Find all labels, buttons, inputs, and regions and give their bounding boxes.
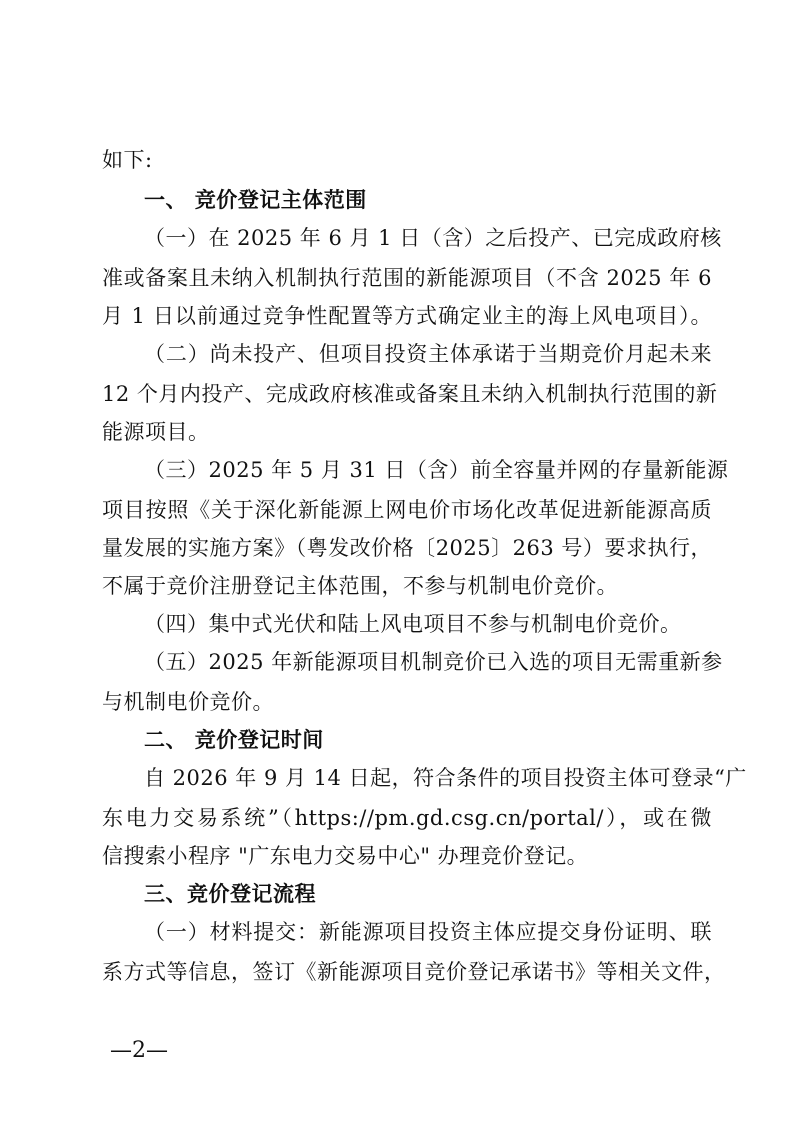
section-heading-scope: 一、 竞价登记主体范围 xyxy=(144,188,367,212)
paragraph-line: 信搜索小程序 "广东电力交易中心" 办理竞价登记。 xyxy=(102,844,589,868)
paragraph-line: 能源项目。 xyxy=(102,420,210,444)
paragraph-line: （五）2025 年新能源项目机制竞价已入选的项目无需重新参 xyxy=(144,650,723,674)
paragraph-line: （二）尚未投产、但项目投资主体承诺于当期竞价月起未来 xyxy=(144,342,712,366)
section-heading-process: 三、竞价登记流程 xyxy=(144,882,316,906)
paragraph-line: （一）材料提交：新能源项目投资主体应提交身份证明、联 xyxy=(144,920,712,944)
paragraph-line: 月 1 日以前通过竞争性配置等方式确定业主的海上风电项目）。 xyxy=(102,304,712,328)
paragraph-line: （四）集中式光伏和陆上风电项目不参与机制电价竞价。 xyxy=(144,612,682,636)
paragraph-line: （三）2025 年 5 月 31 日（含）前全容量并网的存量新能源 xyxy=(144,458,729,482)
paragraph-line: 东电力交易系统”（https://pm.gd.csg.cn/portal/），或在微 xyxy=(102,806,712,830)
paragraph-line: 准或备案且未纳入机制执行范围的新能源项目（不含 2025 年 6 xyxy=(102,266,712,290)
paragraph-line: 系方式等信息，签订《新能源项目竞价登记承诺书》等相关文件， xyxy=(102,960,726,984)
paragraph-line: （一）在 2025 年 6 月 1 日（含）之后投产、已完成政府核 xyxy=(144,226,722,250)
paragraph-line: 与机制电价竞价。 xyxy=(102,690,274,714)
paragraph-line: 项目按照《关于深化新能源上网电价市场化改革促进新能源高质 xyxy=(102,498,712,522)
section-heading-time: 二、 竞价登记时间 xyxy=(144,728,324,752)
paragraph-line: 量发展的实施方案》（粤发改价格〔2025〕263 号）要求执行， xyxy=(102,536,712,560)
intro-line: 如下: xyxy=(102,148,153,172)
paragraph-line: 12 个月内投产、完成政府核准或备案且未纳入机制执行范围的新 xyxy=(102,382,718,406)
page-number: —2— xyxy=(110,1038,168,1063)
paragraph-line: 自 2026 年 9 月 14 日起，符合条件的项目投资主体可登录“广 xyxy=(144,766,747,790)
paragraph-line: 不属于竞价注册登记主体范围，不参与机制电价竞价。 xyxy=(102,574,618,598)
